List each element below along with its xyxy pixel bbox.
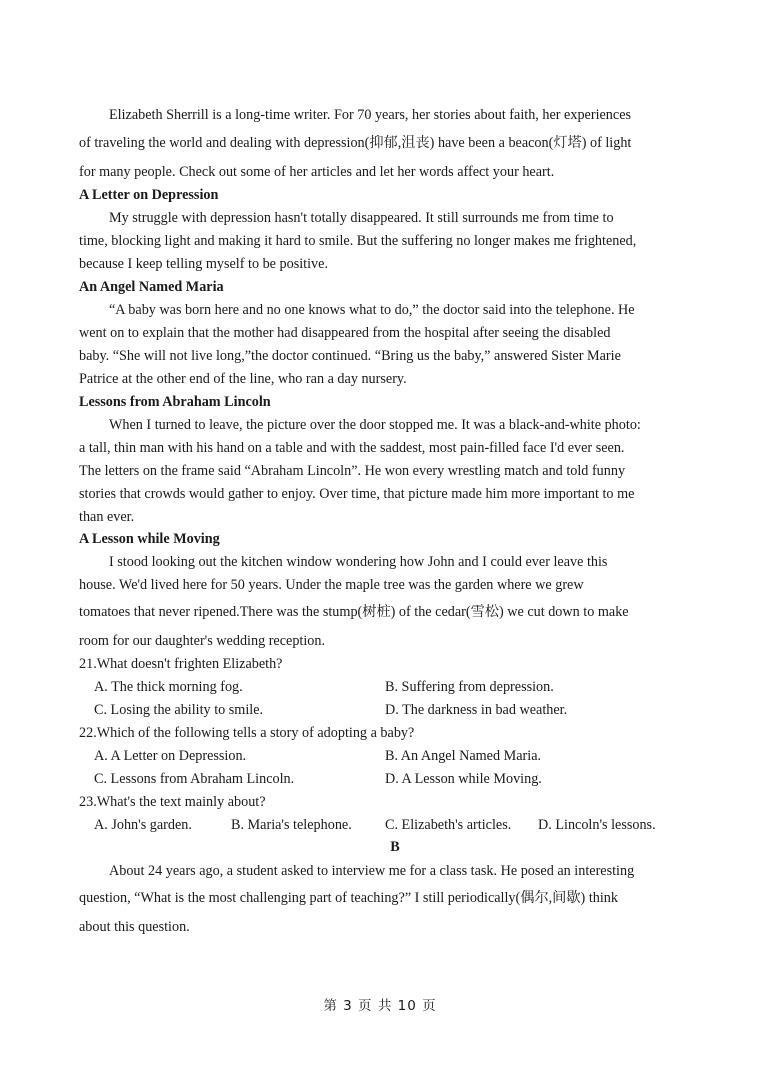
section-3-line-3: The letters on the frame said “Abraham Lincoln”. He won every wrestling match and told funny bbox=[79, 463, 626, 479]
question-21-stem: 21.What doesn't frighten Elizabeth? bbox=[79, 656, 283, 672]
section-3-line-5: than ever. bbox=[79, 509, 135, 525]
section-2-line-1: “A baby was born here and no one knows what to do,” the doctor said into the telephone. He bbox=[109, 302, 635, 318]
section-b-line-1: About 24 years ago, a student asked to interview me for a class task. He posed an interesting bbox=[109, 863, 635, 879]
section-title-lesson-while-moving: A Lesson while Moving bbox=[79, 531, 220, 547]
section-2-line-3: baby. “She will not live long,”the doctor continued. “Bring us the baby,” answered Sister Marie bbox=[79, 348, 621, 364]
section-4-line-3: tomatoes that never ripened.There was the stump(树桩) of the cedar(雪松) we cut down to make bbox=[79, 604, 629, 620]
intro-line-3: for many people. Check out some of her articles and let her words affect your heart. bbox=[79, 164, 555, 180]
section-4-line-1: I stood looking out the kitchen window wondering how John and I could ever leave this bbox=[109, 554, 608, 570]
section-2-line-2: went on to explain that the mother had disappeared from the hospital after seeing the disabled bbox=[79, 325, 611, 341]
intro-line-1: Elizabeth Sherrill is a long-time writer. For 70 years, her stories about faith, her experiences bbox=[109, 107, 632, 123]
question-21-option-b: B. Suffering from depression. bbox=[385, 679, 554, 695]
intro-line-2: of traveling the world and dealing with depression(抑郁,沮丧) have been a beacon(灯塔) of light bbox=[79, 135, 632, 151]
section-1-line-2: time, blocking light and making it hard to smile. But the suffering no longer makes me frightened, bbox=[79, 233, 637, 249]
section-3-line-4: stories that crowds would gather to enjoy. Over time, that picture made him more important to me bbox=[79, 486, 635, 502]
section-b-line-3: about this question. bbox=[79, 919, 190, 935]
section-1-line-3: because I keep telling myself to be positive. bbox=[79, 256, 328, 272]
section-3-line-2: a tall, thin man with his hand on a table and with the saddest, most pain-filled face I'd ever seen. bbox=[79, 440, 625, 456]
section-1-line-1: My struggle with depression hasn't totally disappeared. It still surrounds me from time to bbox=[109, 210, 614, 226]
section-title-letter-on-depression: A Letter on Depression bbox=[79, 187, 219, 203]
page-footer: 第 3 页 共 10 页 bbox=[323, 998, 437, 1014]
question-22-stem: 22.Which of the following tells a story of adopting a baby? bbox=[79, 725, 415, 741]
question-22-option-c: C. Lessons from Abraham Lincoln. bbox=[94, 771, 295, 787]
question-23-option-a: A. John's garden. bbox=[94, 817, 192, 833]
section-2-line-4: Patrice at the other end of the line, who ran a day nursery. bbox=[79, 371, 407, 387]
question-21-option-d: D. The darkness in bad weather. bbox=[385, 702, 568, 718]
question-23-option-c: C. Elizabeth's articles. bbox=[385, 817, 512, 833]
question-23-option-d: D. Lincoln's lessons. bbox=[538, 817, 656, 833]
section-4-line-2: house. We'd lived here for 50 years. Under the maple tree was the garden where we grew bbox=[79, 577, 584, 593]
section-b-line-2: question, “What is the most challenging part of teaching?” I still periodically(偶尔,间歇) think bbox=[79, 890, 618, 906]
section-title-lessons-lincoln: Lessons from Abraham Lincoln bbox=[79, 394, 271, 410]
question-21-option-a: A. The thick morning fog. bbox=[94, 679, 243, 695]
section-4-line-4: room for our daughter's wedding reception. bbox=[79, 633, 326, 649]
question-23-option-b: B. Maria's telephone. bbox=[231, 817, 352, 833]
section-b-label: B bbox=[390, 839, 400, 855]
question-21-option-c: C. Losing the ability to smile. bbox=[94, 702, 264, 718]
section-title-angel-named-maria: An Angel Named Maria bbox=[79, 279, 224, 295]
question-22-option-d: D. A Lesson while Moving. bbox=[385, 771, 542, 787]
question-23-stem: 23.What's the text mainly about? bbox=[79, 794, 266, 810]
question-22-option-a: A. A Letter on Depression. bbox=[94, 748, 247, 764]
question-22-option-b: B. An Angel Named Maria. bbox=[385, 748, 542, 764]
section-3-line-1: When I turned to leave, the picture over the door stopped me. It was a black-and-white photo: bbox=[109, 417, 641, 433]
